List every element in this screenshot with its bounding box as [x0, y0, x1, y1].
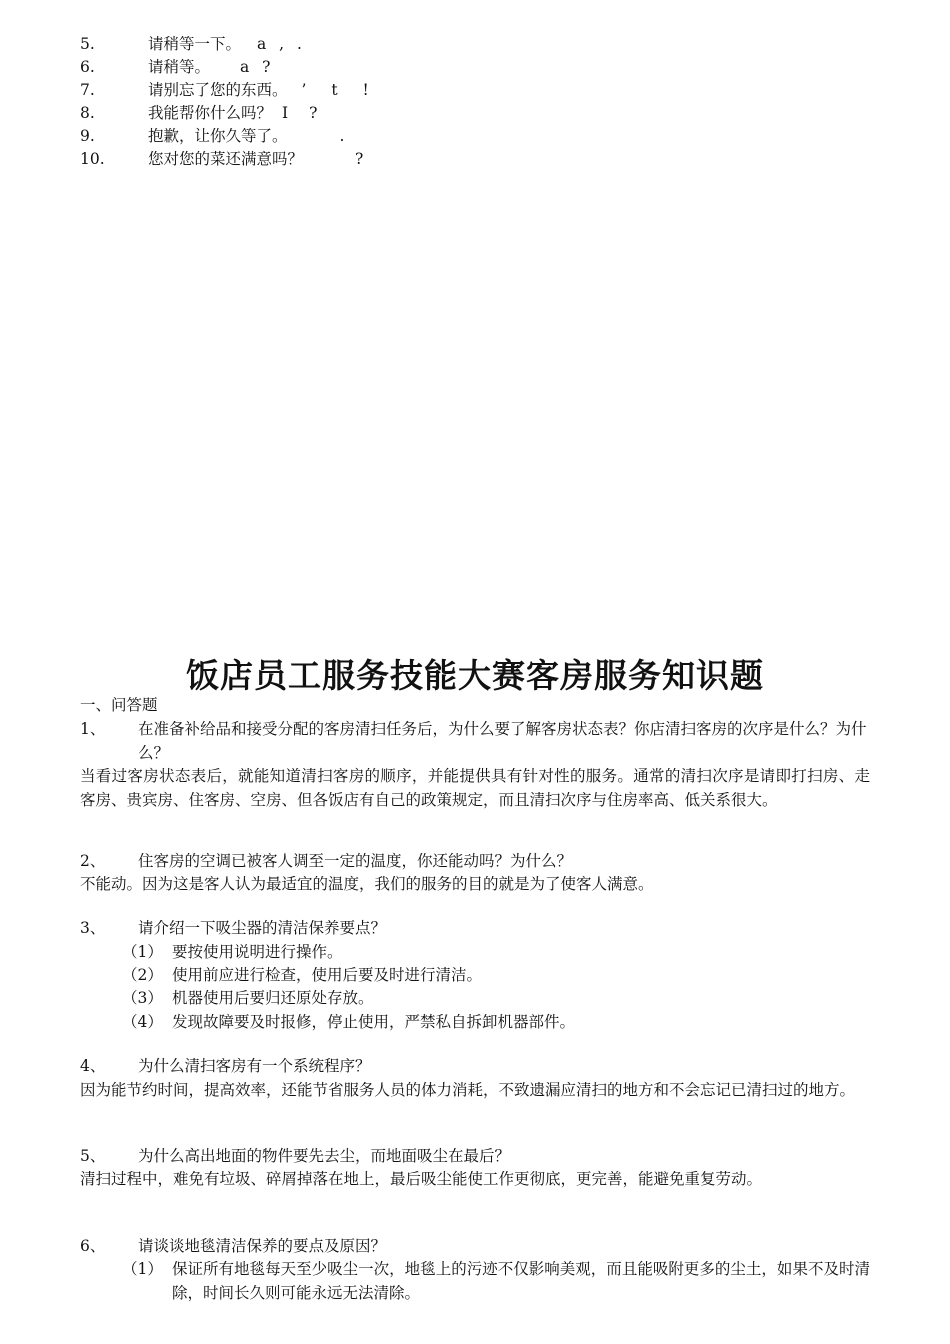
answer-text: 因为能节约时间，提高效率，还能节省服务人员的体力消耗，不致遗漏应清扫的地方和不会忘记已清扫过的地方。 — [80, 1081, 856, 1099]
list-item-text: 使用前应进行检查，使用后要及时进行清洁。 — [172, 966, 483, 984]
phrase-english: . — [339, 127, 349, 145]
question-text: 请介绍一下吸尘器的清洁保养要点？ — [138, 919, 387, 937]
question — [80, 1235, 870, 1259]
list-item — [122, 987, 870, 1011]
question-text: 住客房的空调已被客人调至一定的温度，你还能动吗？为什么？ — [138, 852, 573, 870]
question — [80, 718, 870, 765]
phrase-line — [80, 125, 870, 148]
question-number: 4、 — [80, 1057, 106, 1075]
question-text: 为什么清扫客房有一个系统程序？ — [138, 1057, 371, 1075]
phrase-number: 6. — [80, 58, 95, 76]
list-item-number: （4） — [122, 1013, 163, 1031]
question-number: 6、 — [80, 1237, 106, 1255]
question — [80, 917, 870, 941]
phrase-chinese: 我能帮你什么吗？ — [148, 104, 273, 122]
phrase-line — [80, 102, 870, 125]
answer-text: 不能动。因为这是客人认为最适宜的温度，我们的服务的目的就是为了使客人满意。 — [80, 875, 654, 893]
phrase-english: ? — [355, 150, 368, 168]
phrase-number: 9. — [80, 127, 95, 145]
question-text: 在准备补给品和接受分配的客房清扫任务后，为什么要了解客房状态表？你店清扫客房的次序是什么？为什么？ — [138, 720, 867, 762]
phrase-line — [80, 79, 870, 102]
question-text: 请谈谈地毯清洁保养的要点及原因？ — [138, 1237, 387, 1255]
list-item-number: （2） — [122, 966, 163, 984]
question-number: 1、 — [80, 720, 106, 738]
question-number: 3、 — [80, 919, 106, 937]
list-item — [122, 941, 870, 965]
phrase-english: ’ t ! — [301, 81, 379, 99]
list-item — [122, 1011, 870, 1035]
phrase-english: I ? — [282, 104, 326, 122]
phrase-line — [80, 148, 870, 171]
list-item-text: 机器使用后要归还原处存放。 — [172, 989, 374, 1007]
question — [80, 1055, 870, 1079]
answer-text: 当看过客房状态表后，就能知道清扫客房的顺序，并能提供具有针对性的服务。通常的清扫次序是请即打扫房、走客房、贵宾房、住客房、空房、但各饭店有自己的政策规定，而且清扫次序与住房率高、低关系很大。 — [80, 767, 870, 809]
phrase-chinese: 请别忘了您的东西。 — [148, 81, 288, 99]
phrase-number: 7. — [80, 81, 95, 99]
phrase-chinese: 请稍等一下。 — [148, 35, 242, 53]
section-heading: 一、问答题 — [80, 696, 158, 714]
phrase-chinese: 请稍等。 — [148, 58, 211, 76]
list-item-number: （1） — [122, 1260, 163, 1278]
list-item-text: 要按使用说明进行操作。 — [172, 943, 343, 961]
question — [80, 850, 870, 874]
phrase-line — [80, 56, 870, 79]
question-text: 为什么高出地面的物件要先去尘，而地面吸尘在最后？ — [138, 1147, 511, 1165]
phrase-line — [80, 33, 870, 56]
list-item-text: 保证所有地毯每天至少吸尘一次，地毯上的污迹不仅影响美观，而且能吸附更多的尘土，如果不及时清除，时间长久则可能永远无法清除。 — [172, 1260, 870, 1302]
phrase-number: 5. — [80, 35, 95, 53]
list-item-number: （1） — [122, 943, 163, 961]
phrase-chinese: 您对您的菜还满意吗？ — [148, 150, 304, 168]
question-number: 2、 — [80, 852, 106, 870]
list-item-number: （3） — [122, 989, 163, 1007]
phrase-chinese: 抱歉，让你久等了。 — [148, 127, 288, 145]
phrase-number: 10. — [80, 150, 105, 168]
list-item — [122, 964, 870, 988]
answer-text: 清扫过程中，难免有垃圾、碎屑掉落在地上，最后吸尘能使工作更彻底，更完善，能避免重复劳动。 — [80, 1170, 763, 1188]
phrase-english: a , . — [257, 35, 306, 53]
question — [80, 1145, 870, 1169]
phrase-english: a ? — [240, 58, 275, 76]
list-item-text: 发现故障要及时报修，停止使用，严禁私自拆卸机器部件。 — [172, 1013, 576, 1031]
question-number: 5、 — [80, 1147, 106, 1165]
list-item — [122, 1258, 870, 1305]
phrase-number: 8. — [80, 104, 95, 122]
page-title: 饭店员工服务技能大赛客房服务知识题 — [186, 656, 764, 695]
